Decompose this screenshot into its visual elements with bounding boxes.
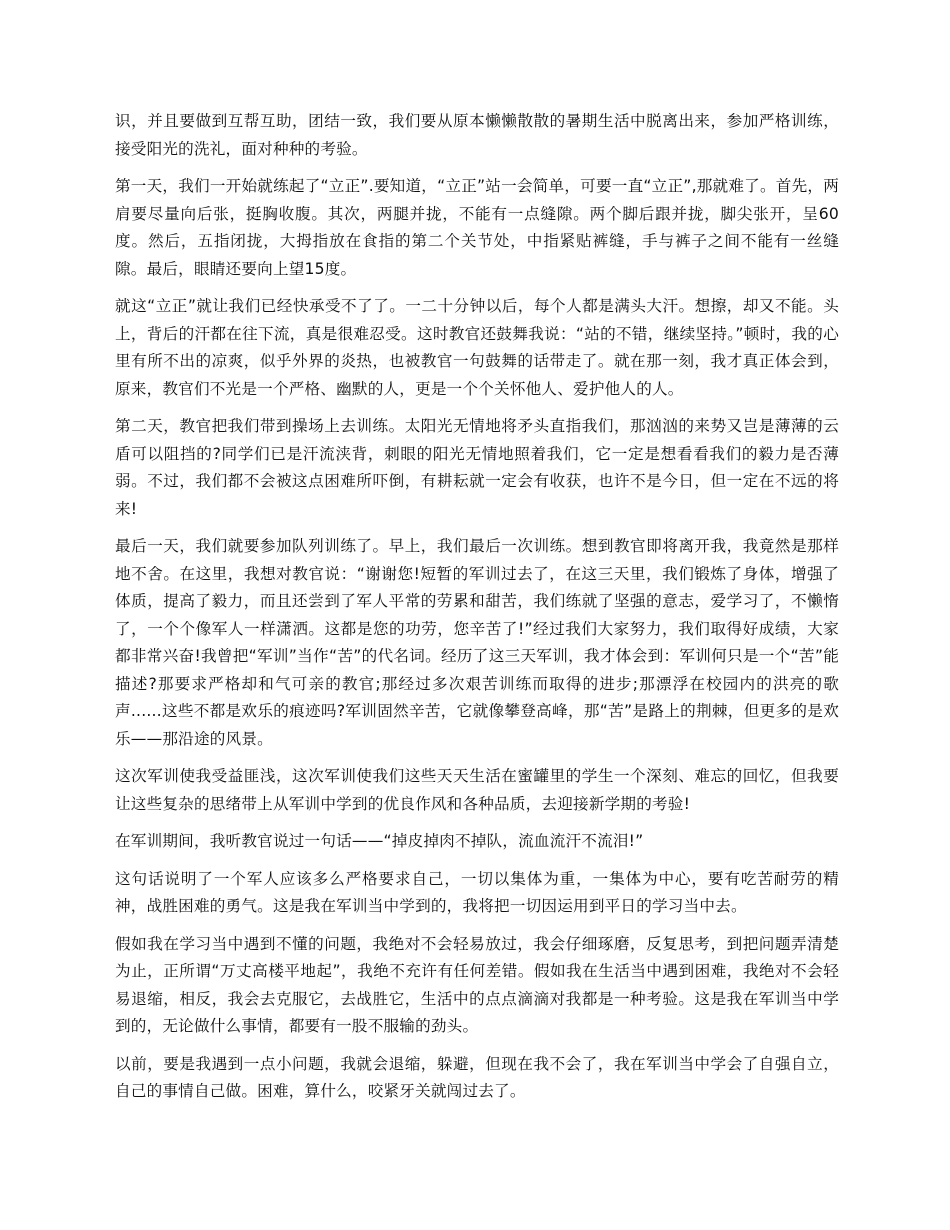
paragraph: 最后一天，我们就要参加队列训练了。早上，我们最后一次训练。想到教官即将离开我，我竟然是那样地不舍。在这里，我想对教官说：“谢谢您!短暂的军训过去了，在这三天里，我们锻炼了身体，增强了体质，提高了毅力，而且还尝到了军人平常的劳累和甜苦，我们练就了坚强的意志，爱学习了，不懒惰了，一个个像军人一样潇洒。这都是您的功劳，您辛苦了!”经过我们大家努力，我们取得好成绩，大家都非常兴奋!我曾把“军训”当作“苦”的代名词。经历了这三天军训，我才体会到：军训何只是一个“苦”能描述?那要求严格却和气可亲的教官;那经过多次艰苦训练而取得的进步;那漂浮在校园内的洪亮的歌声......这些不都是欢乐的痕迹吗?军训固然辛苦，它就像攀登高峰，那“苦”是路上的荆棘，但更多的是欢乐——那沿途的风景。 [115,537,839,748]
paragraph: 第一天，我们一开始就练起了“立正”.要知道，“立正”站一会简单，可要一直“立正”,那就难了。首先，两肩要尽量向后张，挺胸收腹。其次，两腿并拢，不能有一点缝隙。两个脚后跟并拢，脚尖张开，呈60度。然后，五指闭拢，大拇指放在食指的第二个关节处，中指紧贴裤缝，手与裤子之间不能有一丝缝隙。最后，眼睛还要向上望15度。 [115,177,839,278]
paragraph: 识，并且要做到互帮互助，团结一致，我们要从原本懒懒散散的暑期生活中脱离出来，参加严格训练，接受阳光的洗礼，面对种种的考验。 [115,112,839,158]
paragraph: 第二天，教官把我们带到操场上去训练。太阳光无情地将矛头直指我们，那汹汹的来势又岂是薄薄的云盾可以阻挡的?同学们已是汗流浃背，刺眼的阳光无情地照着我们，它一定是想看看我们的毅力是否薄弱。不过，我们都不会被这点困难所吓倒，有耕耘就一定会有收获，也许不是今日，但一定在不远的将来! [115,417,839,518]
paragraph: 以前，要是我遇到一点小问题，我就会退缩，躲避，但现在我不会了，我在军训当中学会了自强自立，自己的事情自己做。困难，算什么，咬紧牙关就闯过去了。 [115,1054,839,1100]
paragraph: 这句话说明了一个军人应该多么严格要求自己，一切以集体为重，一集体为中心，要有吃苦耐劳的精神，战胜困难的勇气。这是我在军训当中学到的，我将把一切因运用到平日的学习当中去。 [115,869,839,915]
paragraph: 假如我在学习当中遇到不懂的问题，我绝对不会轻易放过，我会仔细琢磨，反复思考，到把问题弄清楚为止，正所谓“万丈高楼平地起”，我绝不充许有任何差错。假如我在生活当中遇到困难，我绝对不会轻易退缩，相反，我会去克服它，去战胜它，生活中的点点滴滴对我都是一种考验。这是我在军训当中学到的，无论做什么事情，都要有一股不服输的劲头。 [115,934,839,1035]
document-page [115,108,839,1116]
paragraph: 在军训期间，我听教官说过一句话——“掉皮掉肉不掉队，流血流汗不流泪!” [115,832,644,850]
paragraph: 就这“立正”就让我们已经快承受不了了。一二十分钟以后，每个人都是满头大汗。想擦，却又不能。头上，背后的汗都在往下流，真是很难忍受。这时教官还鼓舞我说：“站的不错，继续坚持。”顿时，我的心里有所不出的凉爽，似乎外界的炎热，也被教官一句鼓舞的话带走了。就在那一刻，我才真正体会到，原来，教官们不光是一个严格、幽默的人，更是一个个关怀他人、爱护他人的人。 [115,297,839,398]
paragraph: 这次军训使我受益匪浅，这次军训使我们这些天天生活在蜜罐里的学生一个深刻、难忘的回忆，但我要让这些复杂的思绪带上从军训中学到的优良作风和各种品质，去迎接新学期的考验! [115,767,839,813]
